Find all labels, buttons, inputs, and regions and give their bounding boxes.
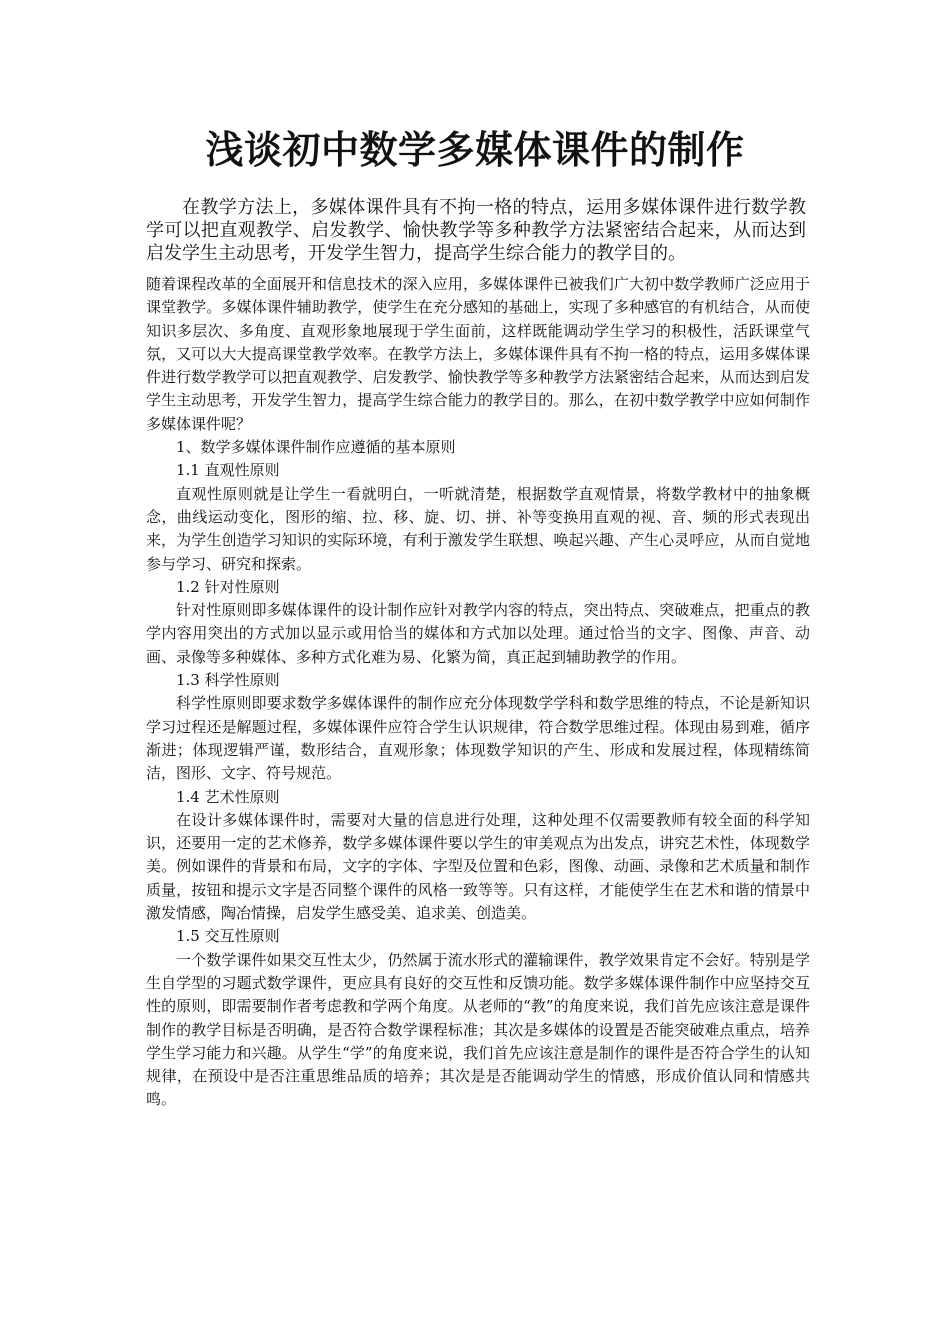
subsection-heading-1-5: 1.5 交互性原则 — [176, 927, 280, 946]
subsection-paragraph-1-1: 直观性原则就是让学生一看就明白，一听就清楚，根据数学直观情景，将数学教材中的抽象概念，曲线运动变化，图形的缩、拉、移、旋、切、拼、补等变换用直观的视、音、频的形式表现出来，为学生创造学习知识的实际环境，有利于激发学生联想、唤起兴趣、产生心灵呼应，从而自觉地参与学习、研究和探索。 — [146, 484, 810, 573]
subsection-heading-1-4: 1.4 艺术性原则 — [176, 787, 280, 806]
document-body — [146, 273, 810, 1112]
subsection-paragraph-1-5: 一个数学课件如果交互性太少，仍然属于流水形式的灌输课件，教学效果肯定不会好。特别是学生自学型的习题式数学课件，更应具有良好的交互性和反馈功能。数学多媒体课件制作中应坚持交互性的原则，即需要制作者考虑教和学两个角度。从老师的“教”的角度来说，我们首先应该注意是课件制作的教学目标是否明确，是否符合数学课程标准；其次是多媒体的设置是否能突破难点重点，培养学生学习能力和兴趣。从学生“学”的角度来说，我们首先应该注意是制作的课件是否符合学生的认知规律，在预设中是否注重思维品质的培养；其次是是否能调动学生的情感，形成价值认同和情感共鸣。 — [146, 950, 810, 1109]
intro-paragraph: 随着课程改革的全面展开和信息技术的深入应用，多媒体课件已被我们广大初中数学教师广泛应用于课堂教学。多媒体课件辅助教学，使学生在充分感知的基础上，实现了多种感官的有机结合，从而使知识多层次、多角度、直观形象地展现于学生面前，这样既能调动学生学习的积极性，活跃课堂气氛，又可以大大提高课堂教学效率。在教学方法上，多媒体课件具有不拘一格的特点，运用多媒体课件进行数学教学可以把直观教学、启发教学、愉快教学等多种教学方法紧密结合起来，从而达到启发学生主动思考，开发学生智力，提高学生综合能力的教学目的。那么，在初中数学教学中应如何制作多媒体课件呢？ — [146, 275, 810, 433]
abstract-paragraph: 在教学方法上，多媒体课件具有不拘一格的特点，运用多媒体课件进行数学教学可以把直观教学、启发教学、愉快教学等多种教学方法紧密结合起来，从而达到启发学生主动思考，开发学生智力，提高学生综合能力的教学目的。 — [146, 197, 806, 264]
subsection-heading-1-2: 1.2 针对性原则 — [176, 577, 280, 596]
subsection-paragraph-1-2: 针对性原则即多媒体课件的设计制作应针对教学内容的特点，突出特点、突破难点，把重点的教学内容用突出的方式加以显示或用恰当的媒体和方式加以处理。通过恰当的文字、图像、声音、动画、录像等多种媒体、多种方式化难为易、化繁为简，真正起到辅助教学的作用。 — [146, 601, 810, 666]
document-title: 浅谈初中数学多媒体课件的制作 — [205, 128, 745, 172]
section-heading-1: 1、数学多媒体课件制作应遵循的基本原则 — [176, 438, 456, 457]
subsection-paragraph-1-3: 科学性原则即要求数学多媒体课件的制作应充分体现数学学科和数学思维的特点，不论是新知识学习过程还是解题过程，多媒体课件应符合学生认识规律，符合数学思维过程。体现由易到难，循序渐进；体现逻辑严谨，数形结合，直观形象；体现数学知识的产生、形成和发展过程，体现精练简洁，图形、文字、符号规范。 — [146, 694, 810, 783]
subsection-heading-1-3: 1.3 科学性原则 — [176, 671, 280, 690]
subsection-paragraph-1-4: 在设计多媒体课件时，需要对大量的信息进行处理，这种处理不仅需要教师有较全面的科学知识，还要用一定的艺术修养，数学多媒体课件要以学生的审美观点为出发点，讲究艺术性，体现数学美。例如课件的背景和布局，文字的字体、字型及位置和色彩，图像、动画、录像和艺术质量和制作质量，按钮和提示文字是否同整个课件的风格一致等等。只有这样，才能使学生在艺术和谐的情景中激发情感，陶冶情操，启发学生感受美、追求美、创造美。 — [146, 810, 810, 923]
subsection-heading-1-1: 1.1 直观性原则 — [176, 461, 280, 480]
